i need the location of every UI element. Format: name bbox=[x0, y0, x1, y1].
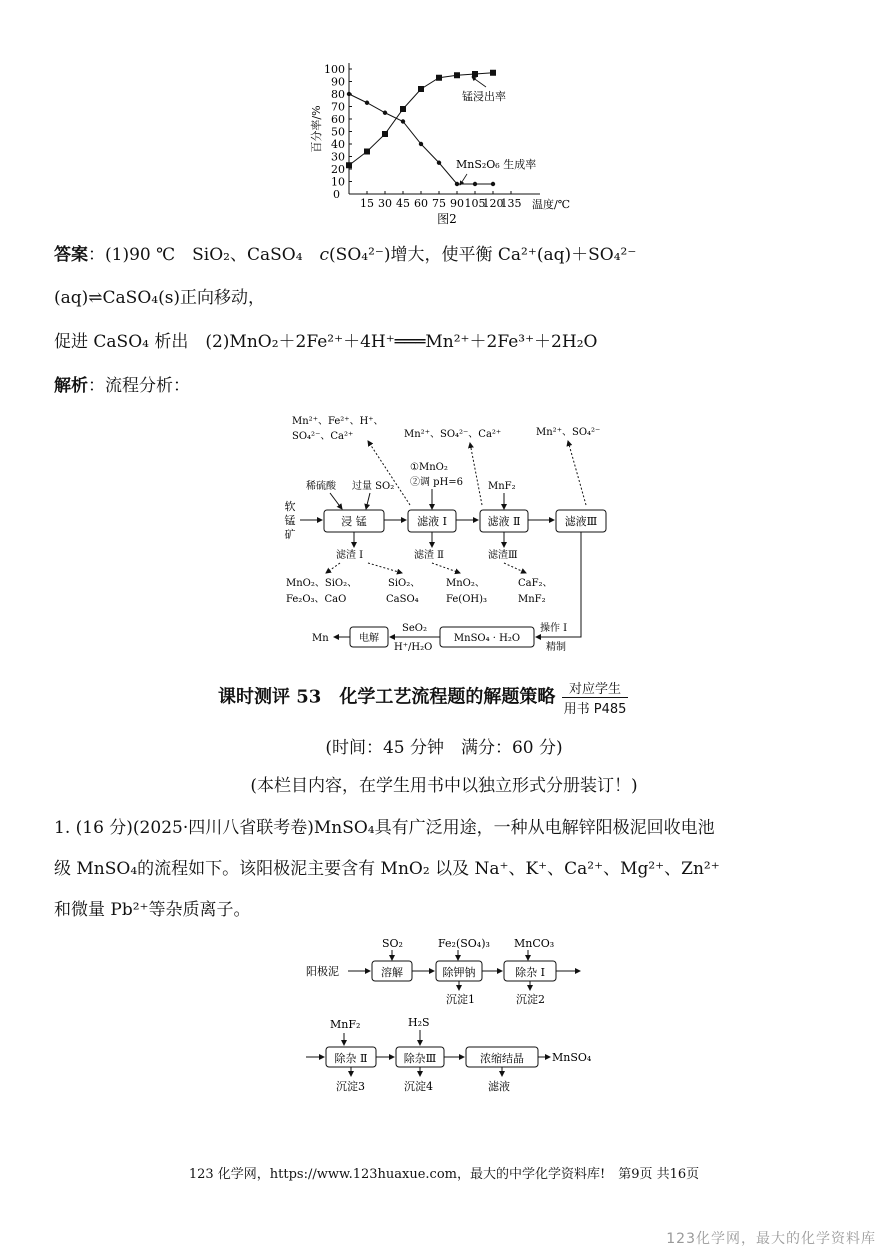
page-reference bbox=[562, 678, 629, 717]
reagent-so2: 过量 SO₂ bbox=[352, 481, 395, 492]
box-leach-label: 浸 锰 bbox=[341, 515, 367, 528]
product-mn: Mn bbox=[312, 633, 329, 644]
box-dissolve-label: 溶解 bbox=[381, 966, 403, 979]
x-tick-label: 135 bbox=[500, 197, 522, 210]
annotation-mns2o6: MnS₂O₆ 生成率 bbox=[456, 158, 537, 171]
time-info: (时间：45 分钟 满分：60 分) bbox=[325, 738, 563, 758]
y-tick-label: 20 bbox=[331, 163, 345, 176]
box-filtrate-1-label: 滤液 Ⅰ bbox=[417, 515, 447, 528]
answer-label: 答案 bbox=[54, 245, 88, 265]
residue-3: 滤渣Ⅲ bbox=[488, 550, 518, 561]
raw-anode-mud: 阳极泥 bbox=[306, 965, 339, 978]
answer-line-1 bbox=[54, 240, 636, 265]
page-reference-top: 对应学生 bbox=[562, 678, 629, 698]
watermark: 123化学网，最大的化学资料库 bbox=[666, 1231, 876, 1247]
box-impurity-2-label: 除杂 Ⅱ bbox=[334, 1052, 368, 1065]
data-point-leach bbox=[490, 70, 496, 76]
residue-3b: MnF₂ bbox=[518, 594, 546, 605]
data-point-mns2o6 bbox=[365, 101, 369, 105]
box-crystallize-label: 浓缩结晶 bbox=[480, 1052, 524, 1065]
annotation-leach: 锰浸出率 bbox=[462, 90, 506, 103]
flow-diagram-2 bbox=[300, 930, 600, 1100]
data-point-leach bbox=[418, 86, 424, 92]
reagent-h-h2o: H⁺/H₂O bbox=[394, 642, 433, 653]
residue-1d: CaSO₄ bbox=[386, 594, 419, 605]
reagent-ph: ②调 pH=6 bbox=[410, 477, 464, 488]
reagent-dilute-acid: 稀硫酸 bbox=[306, 481, 336, 492]
y-tick-label: 90 bbox=[331, 75, 345, 89]
box-mnso4-label: MnSO₄ · H₂O bbox=[453, 633, 521, 644]
reagent-seo2: SeO₂ bbox=[402, 623, 427, 634]
data-point-mns2o6 bbox=[419, 142, 423, 146]
residue-1b: Fe₂O₃、CaO bbox=[286, 594, 347, 605]
box-electrolysis-label: 电解 bbox=[359, 633, 379, 644]
question-line-2: 级 MnSO₄的流程如下。该阳极泥主要含有 MnO₂ 以及 Na⁺、K⁺、Ca²⁺、Mg²⁺、Zn²⁺ bbox=[54, 859, 720, 879]
precipitate-3: 沉淀3 bbox=[336, 1080, 365, 1093]
analysis-label: 解析 bbox=[54, 376, 88, 396]
reagent-fe2so43: Fe₂(SO₄)₃ bbox=[438, 937, 490, 950]
x-tick-label: 75 bbox=[432, 197, 446, 210]
y-tick-label: 80 bbox=[331, 88, 345, 101]
x-tick-label: 105 bbox=[464, 197, 486, 210]
reagent-h2s: H₂S bbox=[408, 1016, 430, 1029]
data-point-mns2o6 bbox=[491, 182, 495, 186]
annotation-mns2o6-pointer bbox=[460, 174, 467, 185]
y-tick-label: 40 bbox=[331, 138, 345, 151]
x-tick-label: 120 bbox=[482, 197, 504, 210]
x-tick-label: 90 bbox=[450, 197, 464, 210]
data-point-leach bbox=[346, 162, 352, 168]
data-point-mns2o6 bbox=[437, 161, 441, 165]
y-tick-label: 60 bbox=[331, 113, 345, 126]
operation-1: 操作 Ⅰ bbox=[540, 623, 568, 634]
temperature-chart bbox=[300, 55, 610, 230]
x-tick-label: 15 bbox=[360, 197, 374, 210]
filtrate: 滤液 bbox=[488, 1080, 510, 1093]
y-tick-label: 30 bbox=[331, 150, 345, 164]
chart-xlabel: 温度/℃ bbox=[532, 198, 571, 211]
binding-note: (本栏目内容，在学生用书中以独立形式分册装订！) bbox=[250, 776, 638, 796]
y-tick-label: 10 bbox=[331, 175, 345, 189]
y-tick-label: 70 bbox=[331, 100, 345, 114]
answer-part-b: (SO₄²⁻)增大，使平衡 Ca²⁺(aq)＋SO₄²⁻ bbox=[329, 245, 637, 265]
section-title: 课时测评 53 化学工艺流程题的解题策略 bbox=[218, 686, 556, 708]
box-impurity-1-label: 除杂 Ⅰ bbox=[515, 966, 545, 979]
x-tick-label: 60 bbox=[414, 197, 428, 210]
answer-c: c bbox=[319, 245, 330, 265]
box-remove-k-na-label: 除钾钠 bbox=[442, 966, 476, 979]
residue-1a: MnO₂、SiO₂、 bbox=[286, 578, 358, 589]
reagent-mnf2-2: MnF₂ bbox=[330, 1018, 361, 1031]
residue-3a: CaF₂、 bbox=[518, 578, 553, 589]
data-point-mns2o6 bbox=[401, 119, 405, 123]
residue-1: 滤渣 Ⅰ bbox=[336, 550, 364, 561]
data-point-leach bbox=[382, 131, 388, 137]
question-line-3: 和微量 Pb²⁺等杂质离子。 bbox=[54, 900, 251, 920]
residue-2a: MnO₂、 bbox=[446, 578, 485, 589]
answer-line-2: (aq)⇌CaSO₄(s)正向移动， bbox=[54, 288, 266, 308]
question-line-1: 1. (16 分)(2025·四川八省联考卷)MnSO₄具有广泛用途，一种从电解锌阳极泥回收电池 bbox=[54, 818, 715, 838]
analysis-line bbox=[54, 371, 190, 396]
y-tick-label: 50 bbox=[331, 125, 345, 139]
flow-diagram-1 bbox=[270, 405, 620, 655]
x-tick-label: 30 bbox=[378, 197, 392, 210]
chart-origin-label: 0 bbox=[333, 188, 340, 201]
residue-2b: Fe(OH)₃ bbox=[446, 594, 488, 605]
chart-ylabel: 百分率/% bbox=[310, 105, 323, 153]
y-tick-label: 100 bbox=[324, 63, 345, 76]
residue-1c: SiO₂、 bbox=[388, 578, 421, 589]
ions-1b: SO₄²⁻、Ca²⁺ bbox=[292, 431, 354, 442]
chart-title: 图2 bbox=[437, 212, 457, 226]
precipitate-1: 沉淀1 bbox=[446, 993, 475, 1006]
data-point-mns2o6 bbox=[455, 182, 459, 186]
data-point-leach bbox=[472, 71, 478, 77]
data-point-leach bbox=[400, 106, 406, 112]
box-filtrate-3-label: 滤液Ⅲ bbox=[564, 515, 598, 528]
reagent-mnco3: MnCO₃ bbox=[514, 937, 555, 950]
box-filtrate-2-label: 滤液 Ⅱ bbox=[487, 515, 521, 528]
answer-colon: ： bbox=[88, 245, 105, 265]
precipitate-2: 沉淀2 bbox=[516, 993, 545, 1006]
data-point-mns2o6 bbox=[347, 92, 351, 96]
ions-3: Mn²⁺、SO₄²⁻ bbox=[536, 427, 601, 438]
ions-1a: Mn²⁺、Fe²⁺、H⁺、 bbox=[292, 416, 384, 427]
ions-2: Mn²⁺、SO₄²⁻、Ca²⁺ bbox=[404, 429, 502, 440]
reagent-mnf2: MnF₂ bbox=[488, 481, 516, 492]
analysis-text: ：流程分析： bbox=[88, 376, 190, 396]
data-point-leach bbox=[436, 75, 442, 81]
residue-2: 滤渣 Ⅱ bbox=[414, 550, 444, 561]
operation-refine: 精制 bbox=[546, 642, 566, 653]
data-point-mns2o6 bbox=[473, 182, 477, 186]
box-impurity-3-label: 除杂Ⅲ bbox=[403, 1052, 437, 1065]
data-point-leach bbox=[364, 149, 370, 155]
product-mnso4: MnSO₄ bbox=[552, 1051, 592, 1064]
page-reference-bottom: 用书 P485 bbox=[563, 702, 627, 717]
reagent-mno2: ①MnO₂ bbox=[410, 462, 448, 473]
precipitate-4: 沉淀4 bbox=[404, 1080, 433, 1093]
answer-line-3: 促进 CaSO₄ 析出 (2)MnO₂＋2Fe²⁺＋4H⁺═══Mn²⁺＋2Fe³⁺＋2H₂O bbox=[54, 332, 598, 352]
reagent-so2-2: SO₂ bbox=[382, 937, 403, 950]
annotation-leach-pointer bbox=[472, 77, 486, 87]
data-point-leach bbox=[454, 72, 460, 78]
raw-material-label: 软锰矿 bbox=[284, 500, 296, 541]
page-footer: 123 化学网，https://www.123huaxue.com，最大的中学化学资料库! 第9页 共16页 bbox=[188, 1167, 700, 1182]
data-point-mns2o6 bbox=[383, 111, 387, 115]
x-tick-label: 45 bbox=[396, 197, 410, 210]
section-title-row bbox=[218, 678, 628, 717]
answer-part-a: (1)90 ℃ SiO₂、CaSO₄ bbox=[105, 245, 320, 265]
